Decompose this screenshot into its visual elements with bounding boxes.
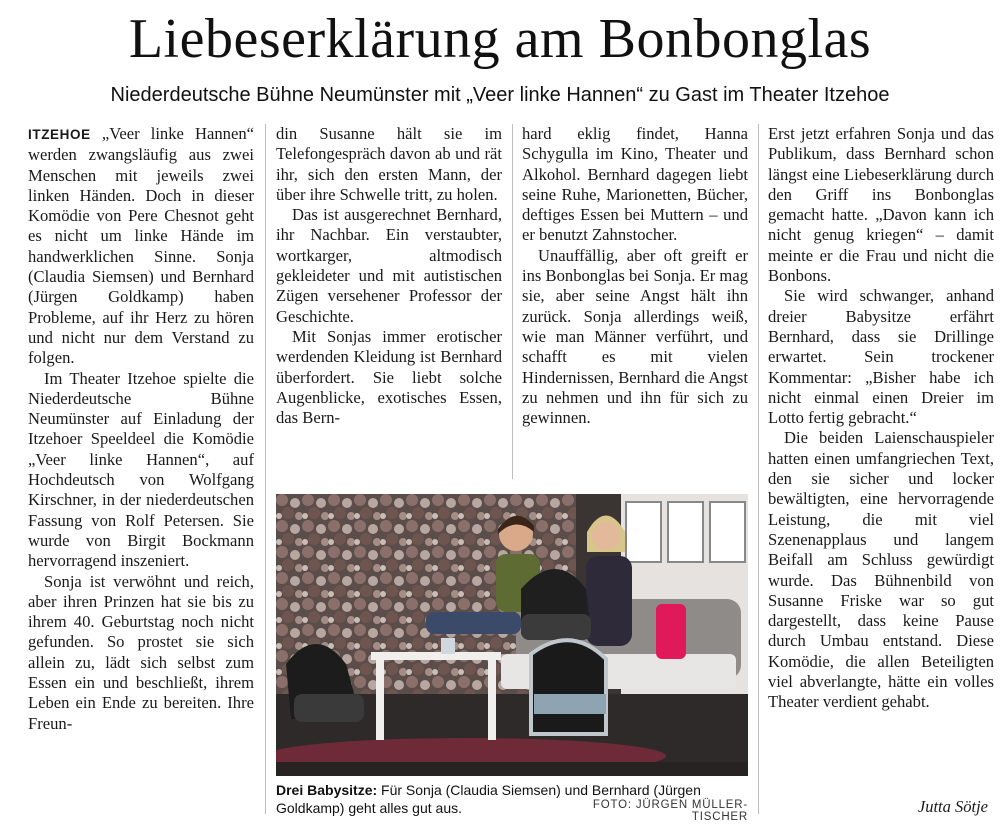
paragraph: Erst jetzt erfahren Sonja und das Publikum, dass Bernhard schon längst eine Liebeserklärung durch den Griff ins Bonbonglas gemacht hatte. „Davon kann ich nicht genug kriegen“ – damit meinte er die Frau und nicht die Bonbons.	[768, 124, 994, 286]
subheadline: Niederdeutsche Bühne Neumünster mit „Veer linke Hannen“ zu Gast im Theater Itzehoe	[110, 84, 890, 106]
article-column-4	[768, 124, 994, 713]
column-rule	[758, 124, 759, 814]
dateline: ITZEHOE	[28, 127, 91, 142]
column-rule	[512, 124, 513, 479]
paragraph: Sonja ist verwöhnt und reich, aber ihren Prinzen hat sie bis zu ihrem 40. Geburtstag noch nicht gefunden. So prostet sie sich allein zu, lädt sich selbst zum Essen ein und beschließt, ihrem Leben ein Ende zu bereiten. Ihre Freun-	[28, 571, 254, 733]
article-column-1	[28, 124, 254, 734]
author-byline: Jutta Sötje	[917, 797, 988, 816]
paragraph-text: „Veer linke Hannen“ werden zwangsläufig aus zwei Menschen mit jeweils zwei linken Händen. Doch in dieser Komödie von Pere Chesnot geht es nicht um linke Hände im handwerklichen Sinne. Sonja (Claudia Siemsen) und Bernhard (Jürgen Goldkamp) haben Probleme, auf ihr Herz zu hören und nicht nur dem Verstand zu folgen.	[28, 124, 254, 368]
column-rule	[265, 124, 266, 814]
caption-text: Für Sonja (Claudia Siemsen) und Bernhard (Jürgen Goldkamp) geht alles gut aus.	[276, 782, 701, 816]
paragraph: Das ist ausgerechnet Bernhard, ihr Nachbar. Ein verstaubter, wortkarger, altmodisch gekleideter und mit autistischen Zügen versehener Professor der Geschichte.	[276, 205, 502, 326]
paragraph: din Susanne hält sie im Telefongespräch davon ab und rät ihr, sich den ersten Mann, der über ihre Schwelle tritt, zu holen.	[276, 124, 502, 204]
article-column-2	[276, 124, 502, 428]
paragraph: Die beiden Laienschauspieler hatten einen umfangriechen Text, den sie sicher und locker bewältigten, eine hervorragende Leistung, die mit viel Szenenapplaus und langem Beifall am Schluss gewürdigt wurde. Das Bühnenbild von Susanne Friske war so gut dargestellt, dass keine Pause durch Umbau entstand. Diese Komödie, die allen Beteiligten viel abverlangte, hätte ein volles Theater verdient gehabt.	[768, 428, 994, 712]
photo-credit: FOTO: JÜRGEN MÜLLER-TISCHER	[592, 799, 748, 823]
paragraph: hard eklig findet, Hanna Schygulla im Kino, Theater und Alkohol. Bernhard dagegen liebt seine Ruhe, Marionetten, Bücher, deftiges Essen bei Muttern – und er benutzt Zahnstocher.	[522, 124, 748, 245]
headline: Liebeserklärung am Bonbonglas	[128, 8, 872, 70]
paragraph: Unauffällig, aber oft greift er ins Bonbonglas bei Sonja. Er mag sie, aber seine Angst hält ihn zurück. Sonja allerdings weiß, wie man Männer verführt, und schafft es mit vielen Hindernissen, Bernhard die Angst zu nehmen und ihn für sich zu gewinnen.	[522, 245, 748, 428]
stage-photo	[276, 494, 748, 776]
article-column-3	[522, 124, 748, 428]
caption-lead: Drei Babysitze:	[276, 782, 378, 798]
stage-scene-illustration	[276, 494, 748, 776]
paragraph	[28, 124, 254, 369]
paragraph: Im Theater Itzehoe spielte die Niederdeutsche Bühne Neumünster auf Einladung der Itzehoer Speeldeel die Komödie „Veer linke Hannen“, auf Hochdeutsch von Wolfgang Kirschner, in der niederdeutschen Fassung von Rolf Petersen. Sie wurde von Birgit Bockmann hervorragend inszeniert.	[28, 368, 254, 571]
paragraph: Sie wird schwanger, anhand dreier Babysitze erfährt Bernhard, dass sie Drillinge erwartet. Sein trockener Kommentar: „Bisher habe ich nicht einmal einen Dreier im Lotto fertig gebracht.“	[768, 286, 994, 428]
paragraph: Mit Sonjas immer erotischer werdenden Kleidung ist Bernhard überfordert. Sie liebt solche Augenblicke, exotisches Essen, das Bern-	[276, 326, 502, 428]
